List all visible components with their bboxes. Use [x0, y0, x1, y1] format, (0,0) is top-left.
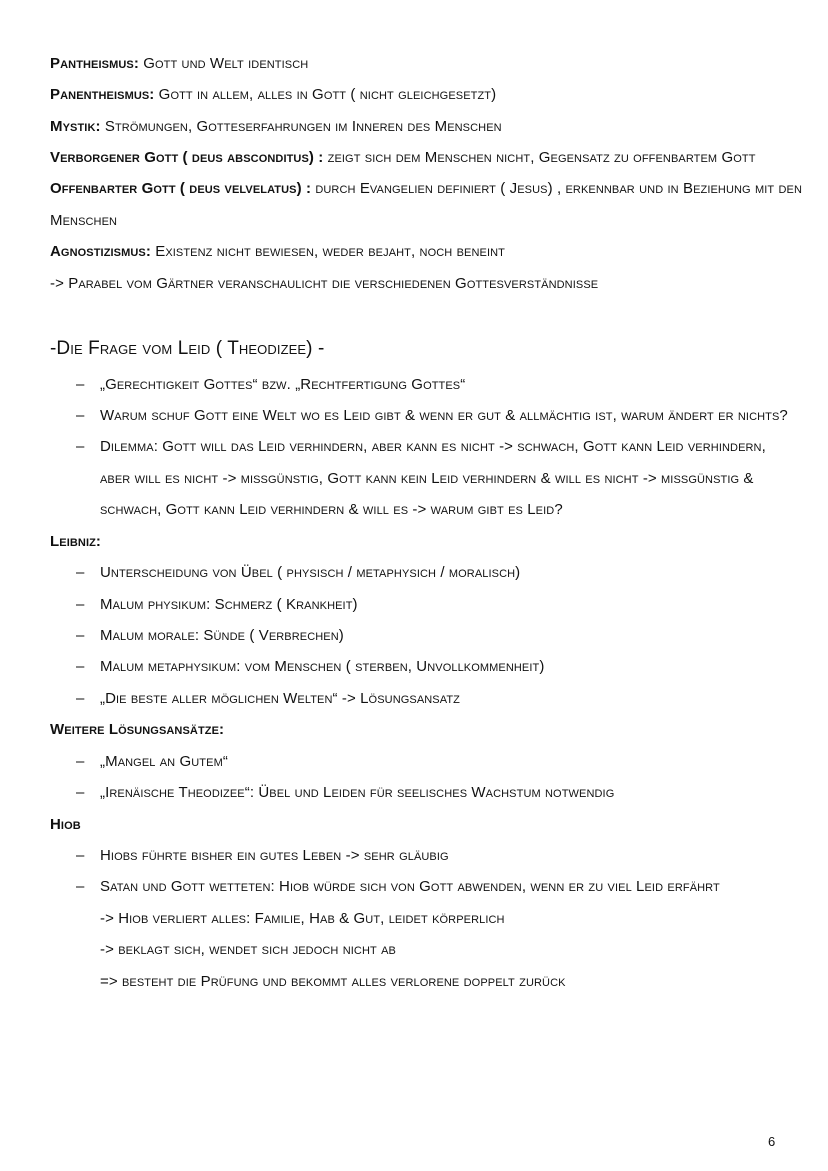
- bullet-dash: –: [76, 438, 85, 455]
- list-item: Satan und Gott wetteten: Hiob würde sich von Gott abwenden, wenn er zu viel Leid erfährt: [100, 878, 720, 895]
- section-title: -Die Frage vom Leid ( Theodizee) -: [50, 338, 325, 359]
- definition-text: Menschen: [50, 212, 118, 229]
- definition-verborgener-gott: [50, 149, 756, 166]
- bullet-dash: –: [76, 784, 85, 801]
- definition-term: Offenbarter Gott ( deus velvelatus) :: [50, 180, 312, 197]
- definition-term: Verborgener Gott ( deus absconditus) :: [50, 149, 324, 166]
- list-item: Hiobs führte bisher ein gutes Leben -> sehr gläubig: [100, 847, 449, 864]
- bullet-dash: –: [76, 627, 85, 644]
- definition-term: Panentheismus:: [50, 86, 155, 103]
- definition-term: Pantheismus:: [50, 55, 139, 72]
- list-item: Dilemma: Gott will das Leid verhindern, aber kann es nicht -> schwach, Gott kann Leid verhindern,: [100, 438, 766, 455]
- definition-term: Mystik:: [50, 118, 101, 135]
- hiob-sub-item: => besteht die Prüfung und bekommt alles verlorene doppelt zurück: [100, 973, 566, 990]
- definition-pantheismus: [50, 55, 308, 72]
- parabel-note: [50, 275, 598, 292]
- bullet-dash: –: [76, 564, 85, 581]
- definition-text: Existenz nicht bewiesen, weder bejaht, noch beneint: [150, 243, 505, 260]
- hiob-sub-item: -> beklagt sich, wendet sich jedoch nicht ab: [100, 941, 396, 958]
- list-item: „Die beste aller möglichen Welten“ -> Lösungsansatz: [100, 690, 461, 707]
- list-item: „Irenäische Theodizee“: Übel und Leiden für seelisches Wachstum notwendig: [100, 784, 615, 801]
- list-item: Malum physikum: Schmerz ( Krankheit): [100, 596, 358, 613]
- bullet-dash: –: [76, 658, 85, 675]
- definition-panentheismus: [50, 86, 496, 103]
- definition-text: zeigt sich dem Menschen nicht, Gegensatz zu offenbartem Gott: [323, 149, 756, 166]
- hiob-sub-item: -> Hiob verliert alles: Familie, Hab & Gut, leidet körperlich: [100, 910, 505, 927]
- list-item-continuation: aber will es nicht -> missgünstig, Gott kann kein Leid verhindern & will es nicht -> missgünstig &: [100, 470, 754, 487]
- list-item: Unterscheidung von Übel ( physisch / metaphysich / moralisch): [100, 564, 521, 581]
- subsection-title-weitere: Weitere Lösungsansätze:: [50, 721, 225, 738]
- bullet-dash: –: [76, 376, 85, 393]
- definition-text: Strömungen, Gotteserfahrungen im Inneren des Menschen: [100, 118, 502, 135]
- definition-agnostizismus: [50, 243, 505, 260]
- definition-offenbarter-gott: [50, 180, 802, 197]
- page-number: 6: [768, 1134, 776, 1149]
- definition-continuation: [50, 212, 117, 229]
- bullet-dash: –: [76, 690, 85, 707]
- definition-text: Gott und Welt identisch: [138, 55, 309, 72]
- definition-text: durch Evangelien definiert ( Jesus) , erkennbar und in Beziehung mit den: [311, 180, 803, 197]
- list-item: „Mangel an Gutem“: [100, 753, 228, 770]
- list-item: Malum metaphysikum: vom Menschen ( sterben, Unvollkommenheit): [100, 658, 545, 675]
- bullet-dash: –: [76, 596, 85, 613]
- definition-term: Agnostizismus:: [50, 243, 151, 260]
- subsection-title-hiob: Hiob: [50, 816, 81, 833]
- list-item-continuation: schwach, Gott kann Leid verhindern & will es -> warum gibt es Leid?: [100, 501, 563, 518]
- bullet-dash: –: [76, 847, 85, 864]
- list-item: „Gerechtigkeit Gottes“ bzw. „Rechtfertigung Gottes“: [100, 376, 466, 393]
- definition-mystik: [50, 118, 502, 135]
- bullet-dash: –: [76, 878, 85, 895]
- bullet-dash: –: [76, 407, 85, 424]
- list-item: Malum morale: Sünde ( Verbrechen): [100, 627, 344, 644]
- definition-text: Gott in allem, alles in Gott ( nicht gleichgesetzt): [154, 86, 497, 103]
- bullet-dash: –: [76, 753, 85, 770]
- subsection-title-leibniz: Leibniz:: [50, 533, 102, 550]
- definition-text: -> Parabel vom Gärtner veranschaulicht die verschiedenen Gottesverständnisse: [50, 275, 599, 292]
- list-item: Warum schuf Gott eine Welt wo es Leid gibt & wenn er gut & allmächtig ist, warum ändert er nichts?: [100, 407, 788, 424]
